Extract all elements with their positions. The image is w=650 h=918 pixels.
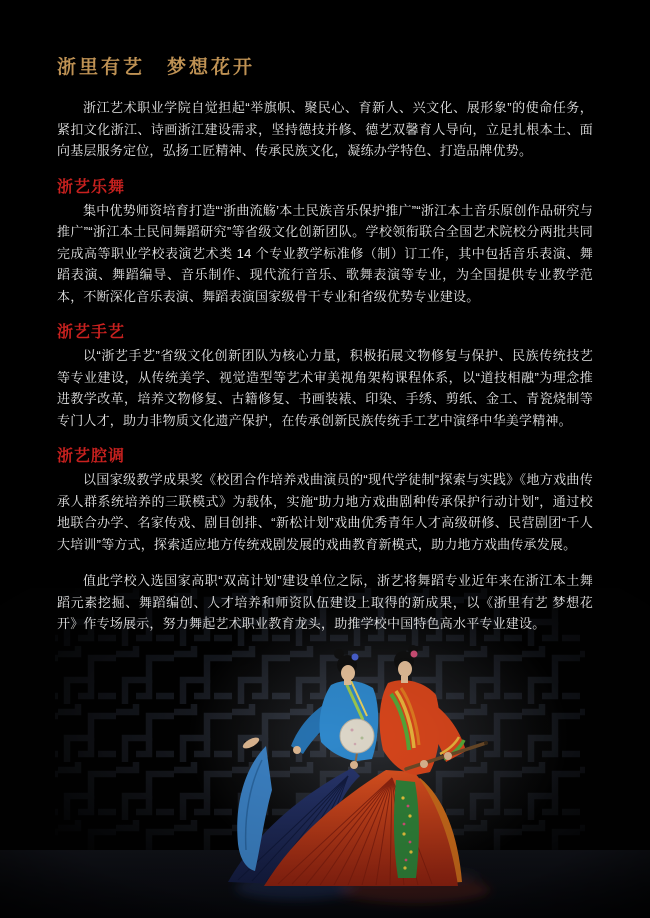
section-body-qiangdiao: 以国家级教学成果奖《校团合作培养戏曲演员的“现代学徒制”探索与实践》《地方戏曲传承人群系统培养的三联模式》为载体，实施“助力地方戏曲剧种传承保护行动计划”，通过校地联合办学、名家传戏、剧目创排、“新松计划”戏曲优秀青年人才高级研修、民营剧团“千人大培训”等方式，探索适应地方传统戏剧发展的戏曲教育新模式，助力地方戏曲传承发展。 <box>57 472 593 552</box>
section-heading-shouyi: 浙艺手艺 <box>57 324 126 341</box>
section-body-shouyi: 以“浙艺手艺”省级文化创新团队为核心力量，积极拓展文物修复与保护、民族传统技艺等专业建设，从传统美学、视觉造型等艺术审美视角架构课程体系，以“道技相融”为理念推进教学改革，培养文物修复、古籍修复、书画装裱、印染、手绣、剪纸、金工、青瓷烧制等专门人才，助力非物质文化遗产保护，在传承创新民族传统手工艺中演绎中华美学精神。 <box>57 348 593 428</box>
stage-photo <box>0 588 650 918</box>
page-title: 浙里有艺 梦想花开 <box>57 57 256 78</box>
closing-paragraph: 值此学校入选国家高职“双高计划”建设单位之际，浙艺将舞蹈专业近年来在浙江本土舞蹈元素挖掘、舞蹈编创、人才培养和师资队伍建设上取得的新成果，以《浙里有艺 梦想花开》作专场展示，努力舞起艺术职业教育龙头，助推学校中国特色高水平专业建设。 <box>57 573 593 631</box>
section-body-yuewu: 集中优势师资培育打造“‘浙曲流觞’本土民族音乐保护推广”“浙江本土音乐原创作品研究与推广”“浙江本土民间舞蹈研究”等省级文化创新团队。学校领衔联合全国艺术院校分两批共同完成高等职业学校表演艺术类 14 个专业教学标准修（制）订工作，其中包括音乐表演、舞蹈表演、舞蹈编导、音乐制作、现代流行音乐、歌舞表演等专业，为全国提供专业教学范本，不断深化音乐表演、舞蹈表演国家级骨干专业和省级优势专业建设。 <box>57 202 593 304</box>
section-heading-yuewu: 浙艺乐舞 <box>57 178 126 196</box>
section-heading-qiangdiao: 浙艺腔调 <box>57 448 126 465</box>
intro-paragraph: 浙江艺术职业学院自觉担起“举旗帜、聚民心、育新人、兴文化、展形象”的使命任务，紧扣文化浙江、诗画浙江建设需求，坚持德技并修、德艺双馨育人导向，立足扎根本土、面向基层服务定位，弘扬工匠精神、传承民族文化，凝练办学特色、打造品牌优势。 <box>57 100 593 158</box>
vignette <box>0 588 650 918</box>
